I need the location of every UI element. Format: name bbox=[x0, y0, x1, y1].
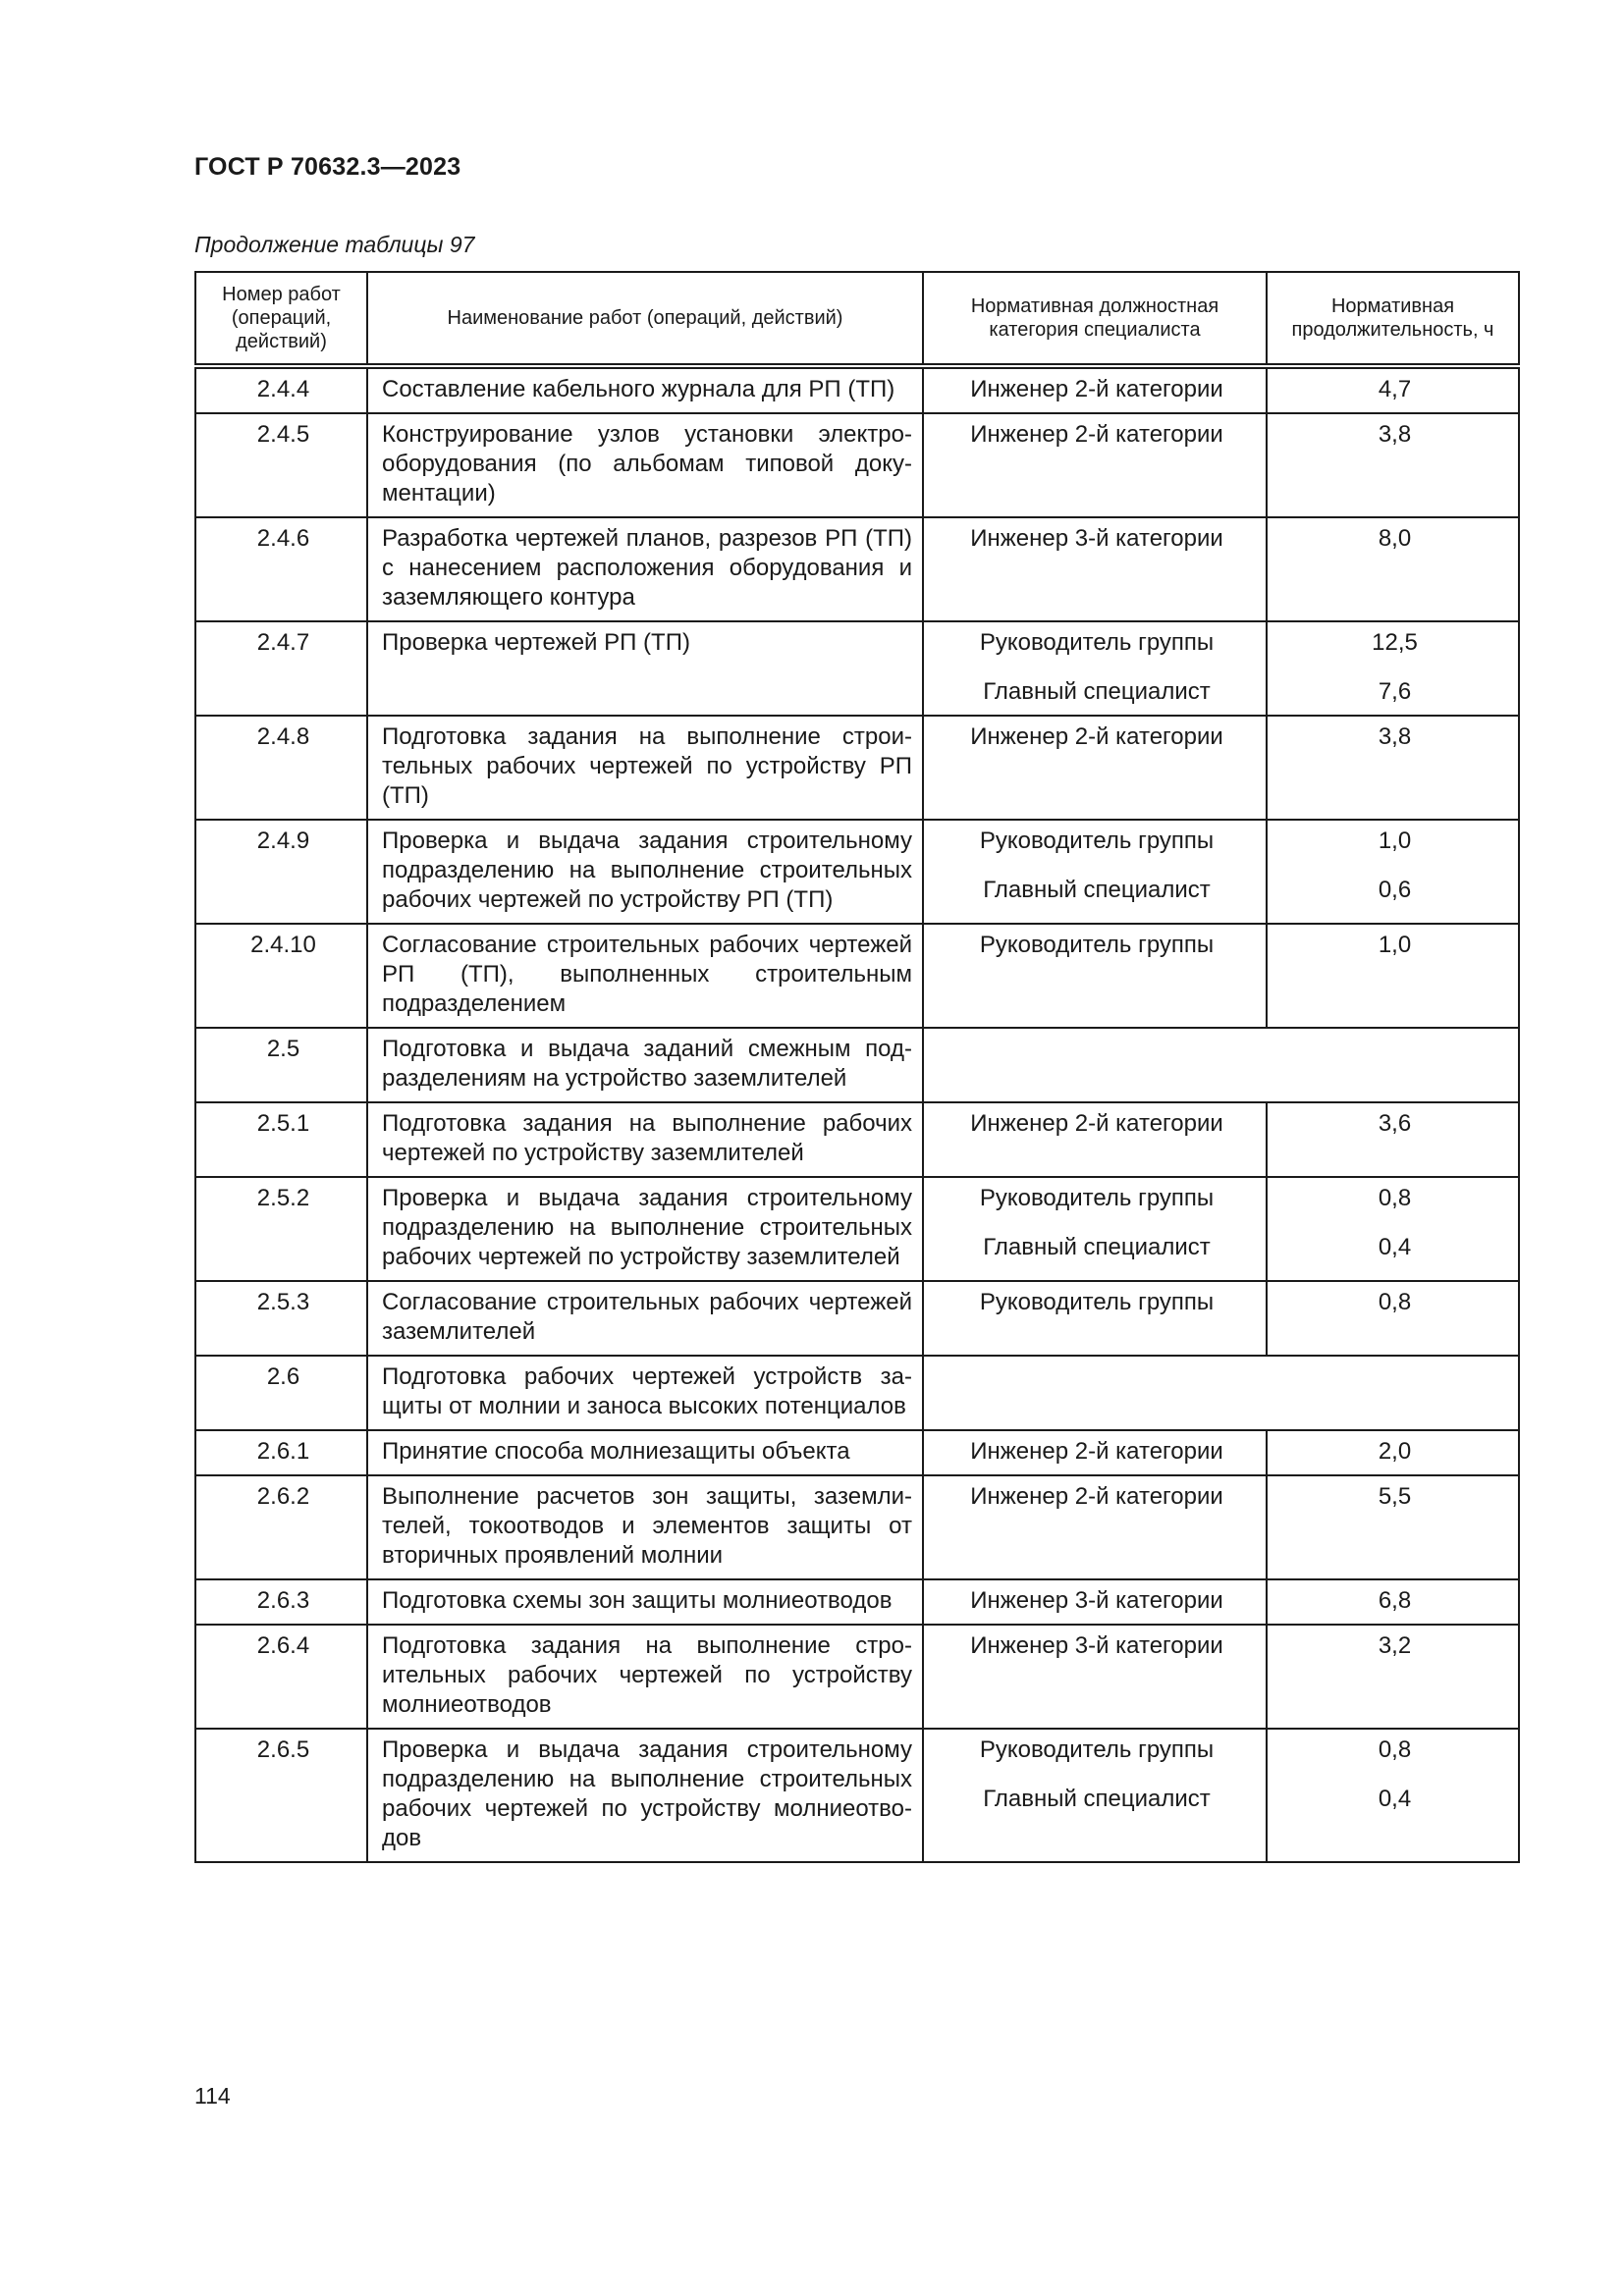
specialist-category-cell bbox=[923, 1281, 1267, 1356]
specialist-category-cell bbox=[923, 413, 1267, 517]
specialist-category: Инженер 2-й категории bbox=[970, 376, 1223, 402]
work-name-cell: Подготовка схемы зон защиты молниеотводов bbox=[367, 1579, 923, 1625]
specialist-category: Инженер 3-й категории bbox=[970, 1632, 1223, 1659]
duration-value: 7,6 bbox=[1378, 678, 1412, 705]
duration-value: 0,4 bbox=[1378, 1786, 1412, 1812]
duration-value: 3,2 bbox=[1378, 1632, 1412, 1659]
duration-value: 8,0 bbox=[1378, 525, 1412, 552]
specialist-category: Инженер 3-й категории bbox=[970, 525, 1223, 552]
document-title: ГОСТ Р 70632.3—2023 bbox=[194, 153, 461, 181]
table-caption: Продолжение таблицы 97 bbox=[194, 232, 475, 257]
work-name-cell: Выполнение расчетов зон защиты, заземлителей, токоотводов и элементов защиты от вторичных проявлений молнии bbox=[367, 1475, 923, 1579]
work-number-cell: 2.5.2 bbox=[195, 1177, 367, 1281]
table-header-row bbox=[195, 272, 1519, 366]
duration-cell bbox=[1267, 716, 1519, 820]
table-row bbox=[195, 924, 1519, 1028]
specialist-category-cell bbox=[923, 517, 1267, 621]
table-section-row bbox=[195, 1028, 1519, 1102]
empty-merged-cell bbox=[923, 1028, 1519, 1102]
duration-value: 1,0 bbox=[1378, 932, 1412, 958]
duration-value: 0,6 bbox=[1378, 877, 1412, 903]
empty-merged-cell bbox=[923, 1356, 1519, 1430]
table-row bbox=[195, 716, 1519, 820]
duration-cell bbox=[1267, 413, 1519, 517]
header-work-number: Номер работ (операций, действий) bbox=[195, 272, 367, 366]
header-specialist-category: Нормативная должностная категория специалиста bbox=[923, 272, 1267, 366]
work-number-cell: 2.5 bbox=[195, 1028, 367, 1102]
duration-cell bbox=[1267, 1430, 1519, 1475]
specialist-category: Главный специалист bbox=[983, 678, 1211, 705]
specialist-category-cell bbox=[923, 621, 1267, 716]
duration-value: 0,4 bbox=[1378, 1234, 1412, 1260]
specialist-category-cell bbox=[923, 1475, 1267, 1579]
work-number-cell: 2.5.1 bbox=[195, 1102, 367, 1177]
table-row bbox=[195, 621, 1519, 716]
table-row bbox=[195, 1281, 1519, 1356]
specialist-category: Руководитель группы bbox=[979, 932, 1215, 958]
duration-cell bbox=[1267, 820, 1519, 924]
work-name-cell: Подготовка задания на выполнение рабочих чертежей по устройству заземлителей bbox=[367, 1102, 923, 1177]
table-row bbox=[195, 1729, 1519, 1862]
header-duration-hours: Нормативная продолжительность, ч bbox=[1267, 272, 1519, 366]
table-row bbox=[195, 413, 1519, 517]
work-number-cell: 2.4.4 bbox=[195, 366, 367, 413]
work-number-cell: 2.6.4 bbox=[195, 1625, 367, 1729]
work-name-cell: Подготовка задания на выполнение строительных рабочих чертежей по устройству молниеотводов bbox=[367, 1625, 923, 1729]
specialist-category-cell bbox=[923, 924, 1267, 1028]
table-body bbox=[195, 366, 1519, 1862]
duration-value: 3,6 bbox=[1378, 1110, 1412, 1137]
table-row bbox=[195, 1475, 1519, 1579]
work-name-cell: Проверка и выдача задания строительному подразделению на выполнение строительных рабочих чертежей по устройству РП (ТП) bbox=[367, 820, 923, 924]
table-row bbox=[195, 1177, 1519, 1281]
work-name-cell: Подготовка и выдача заданий смежным подразделениям на устройство заземлителей bbox=[367, 1028, 923, 1102]
specialist-category: Главный специалист bbox=[983, 877, 1211, 903]
work-number-cell: 2.6.2 bbox=[195, 1475, 367, 1579]
work-number-cell: 2.5.3 bbox=[195, 1281, 367, 1356]
work-name-cell: Конструирование узлов установки электрооборудования (по альбомам типовой документации) bbox=[367, 413, 923, 517]
specialist-category: Инженер 2-й категории bbox=[970, 1110, 1223, 1137]
duration-cell bbox=[1267, 1729, 1519, 1862]
work-name-cell: Проверка и выдача задания строительному подразделению на выполнение строительных рабочих чертежей по устройству заземлителей bbox=[367, 1177, 923, 1281]
duration-value: 3,8 bbox=[1378, 421, 1412, 448]
duration-cell bbox=[1267, 924, 1519, 1028]
work-number-cell: 2.4.6 bbox=[195, 517, 367, 621]
table-row bbox=[195, 1579, 1519, 1625]
specialist-category: Руководитель группы bbox=[979, 1185, 1215, 1211]
page-number: 114 bbox=[194, 2083, 231, 2109]
table-section-row bbox=[195, 1356, 1519, 1430]
specialist-category-cell bbox=[923, 1579, 1267, 1625]
work-norms-table bbox=[194, 271, 1520, 1863]
specialist-category: Главный специалист bbox=[983, 1786, 1211, 1812]
specialist-category-cell bbox=[923, 1625, 1267, 1729]
work-number-cell: 2.4.7 bbox=[195, 621, 367, 716]
specialist-category: Руководитель группы bbox=[979, 828, 1215, 854]
duration-value: 2,0 bbox=[1378, 1438, 1412, 1465]
duration-cell bbox=[1267, 621, 1519, 716]
specialist-category-cell bbox=[923, 1729, 1267, 1862]
duration-cell bbox=[1267, 366, 1519, 413]
work-number-cell: 2.6 bbox=[195, 1356, 367, 1430]
work-name-cell: Согласование строительных рабочих чертежей РП (ТП), выполненных строительным подразделением bbox=[367, 924, 923, 1028]
duration-value: 12,5 bbox=[1372, 629, 1418, 656]
specialist-category: Инженер 2-й категории bbox=[970, 1483, 1223, 1510]
header-work-name: Наименование работ (операций, действий) bbox=[367, 272, 923, 366]
table-row bbox=[195, 366, 1519, 413]
work-number-cell: 2.4.10 bbox=[195, 924, 367, 1028]
work-number-cell: 2.4.5 bbox=[195, 413, 367, 517]
work-name-cell: Согласование строительных рабочих чертежей заземлителей bbox=[367, 1281, 923, 1356]
specialist-category-cell bbox=[923, 716, 1267, 820]
duration-value: 5,5 bbox=[1378, 1483, 1412, 1510]
duration-cell bbox=[1267, 1579, 1519, 1625]
specialist-category-cell bbox=[923, 1177, 1267, 1281]
duration-cell bbox=[1267, 1177, 1519, 1281]
specialist-category: Инженер 2-й категории bbox=[970, 421, 1223, 448]
duration-cell bbox=[1267, 1625, 1519, 1729]
work-name-cell: Подготовка рабочих чертежей устройств защиты от молнии и заноса высоких потенциалов bbox=[367, 1356, 923, 1430]
specialist-category: Инженер 3-й категории bbox=[970, 1587, 1223, 1614]
work-number-cell: 2.4.8 bbox=[195, 716, 367, 820]
work-name-cell: Подготовка задания на выполнение строительных рабочих чертежей по устройству РП (ТП) bbox=[367, 716, 923, 820]
work-name-cell: Составление кабельного журнала для РП (ТП) bbox=[367, 366, 923, 413]
duration-value: 0,8 bbox=[1378, 1289, 1412, 1315]
work-name-cell: Принятие способа молниезащиты объекта bbox=[367, 1430, 923, 1475]
work-number-cell: 2.6.1 bbox=[195, 1430, 367, 1475]
specialist-category-cell bbox=[923, 366, 1267, 413]
specialist-category: Инженер 2-й категории bbox=[970, 723, 1223, 750]
duration-value: 3,8 bbox=[1378, 723, 1412, 750]
specialist-category-cell bbox=[923, 820, 1267, 924]
specialist-category-cell bbox=[923, 1102, 1267, 1177]
table-row bbox=[195, 517, 1519, 621]
table-row bbox=[195, 1430, 1519, 1475]
table-row bbox=[195, 820, 1519, 924]
duration-cell bbox=[1267, 1475, 1519, 1579]
duration-value: 0,8 bbox=[1378, 1736, 1412, 1763]
duration-value: 6,8 bbox=[1378, 1587, 1412, 1614]
duration-value: 0,8 bbox=[1378, 1185, 1412, 1211]
table-row bbox=[195, 1102, 1519, 1177]
specialist-category: Руководитель группы bbox=[979, 629, 1215, 656]
work-name-cell: Проверка и выдача задания строительному подразделению на выполнение строительных рабочих чертежей по устройству молниеотводов bbox=[367, 1729, 923, 1862]
table-row bbox=[195, 1625, 1519, 1729]
specialist-category: Инженер 2-й категории bbox=[970, 1438, 1223, 1465]
specialist-category-cell bbox=[923, 1430, 1267, 1475]
specialist-category: Руководитель группы bbox=[979, 1289, 1215, 1315]
work-number-cell: 2.6.3 bbox=[195, 1579, 367, 1625]
work-norms-table-container bbox=[194, 271, 1518, 1863]
duration-cell bbox=[1267, 517, 1519, 621]
work-name-cell: Проверка чертежей РП (ТП) bbox=[367, 621, 923, 716]
duration-cell bbox=[1267, 1281, 1519, 1356]
duration-cell bbox=[1267, 1102, 1519, 1177]
work-number-cell: 2.6.5 bbox=[195, 1729, 367, 1862]
specialist-category: Руководитель группы bbox=[979, 1736, 1215, 1763]
work-name-cell: Разработка чертежей планов, разрезов РП (ТП) с нанесением расположения оборудования и заземляющего контура bbox=[367, 517, 923, 621]
duration-value: 4,7 bbox=[1378, 376, 1412, 402]
specialist-category: Главный специалист bbox=[983, 1234, 1211, 1260]
duration-value: 1,0 bbox=[1378, 828, 1412, 854]
work-number-cell: 2.4.9 bbox=[195, 820, 367, 924]
